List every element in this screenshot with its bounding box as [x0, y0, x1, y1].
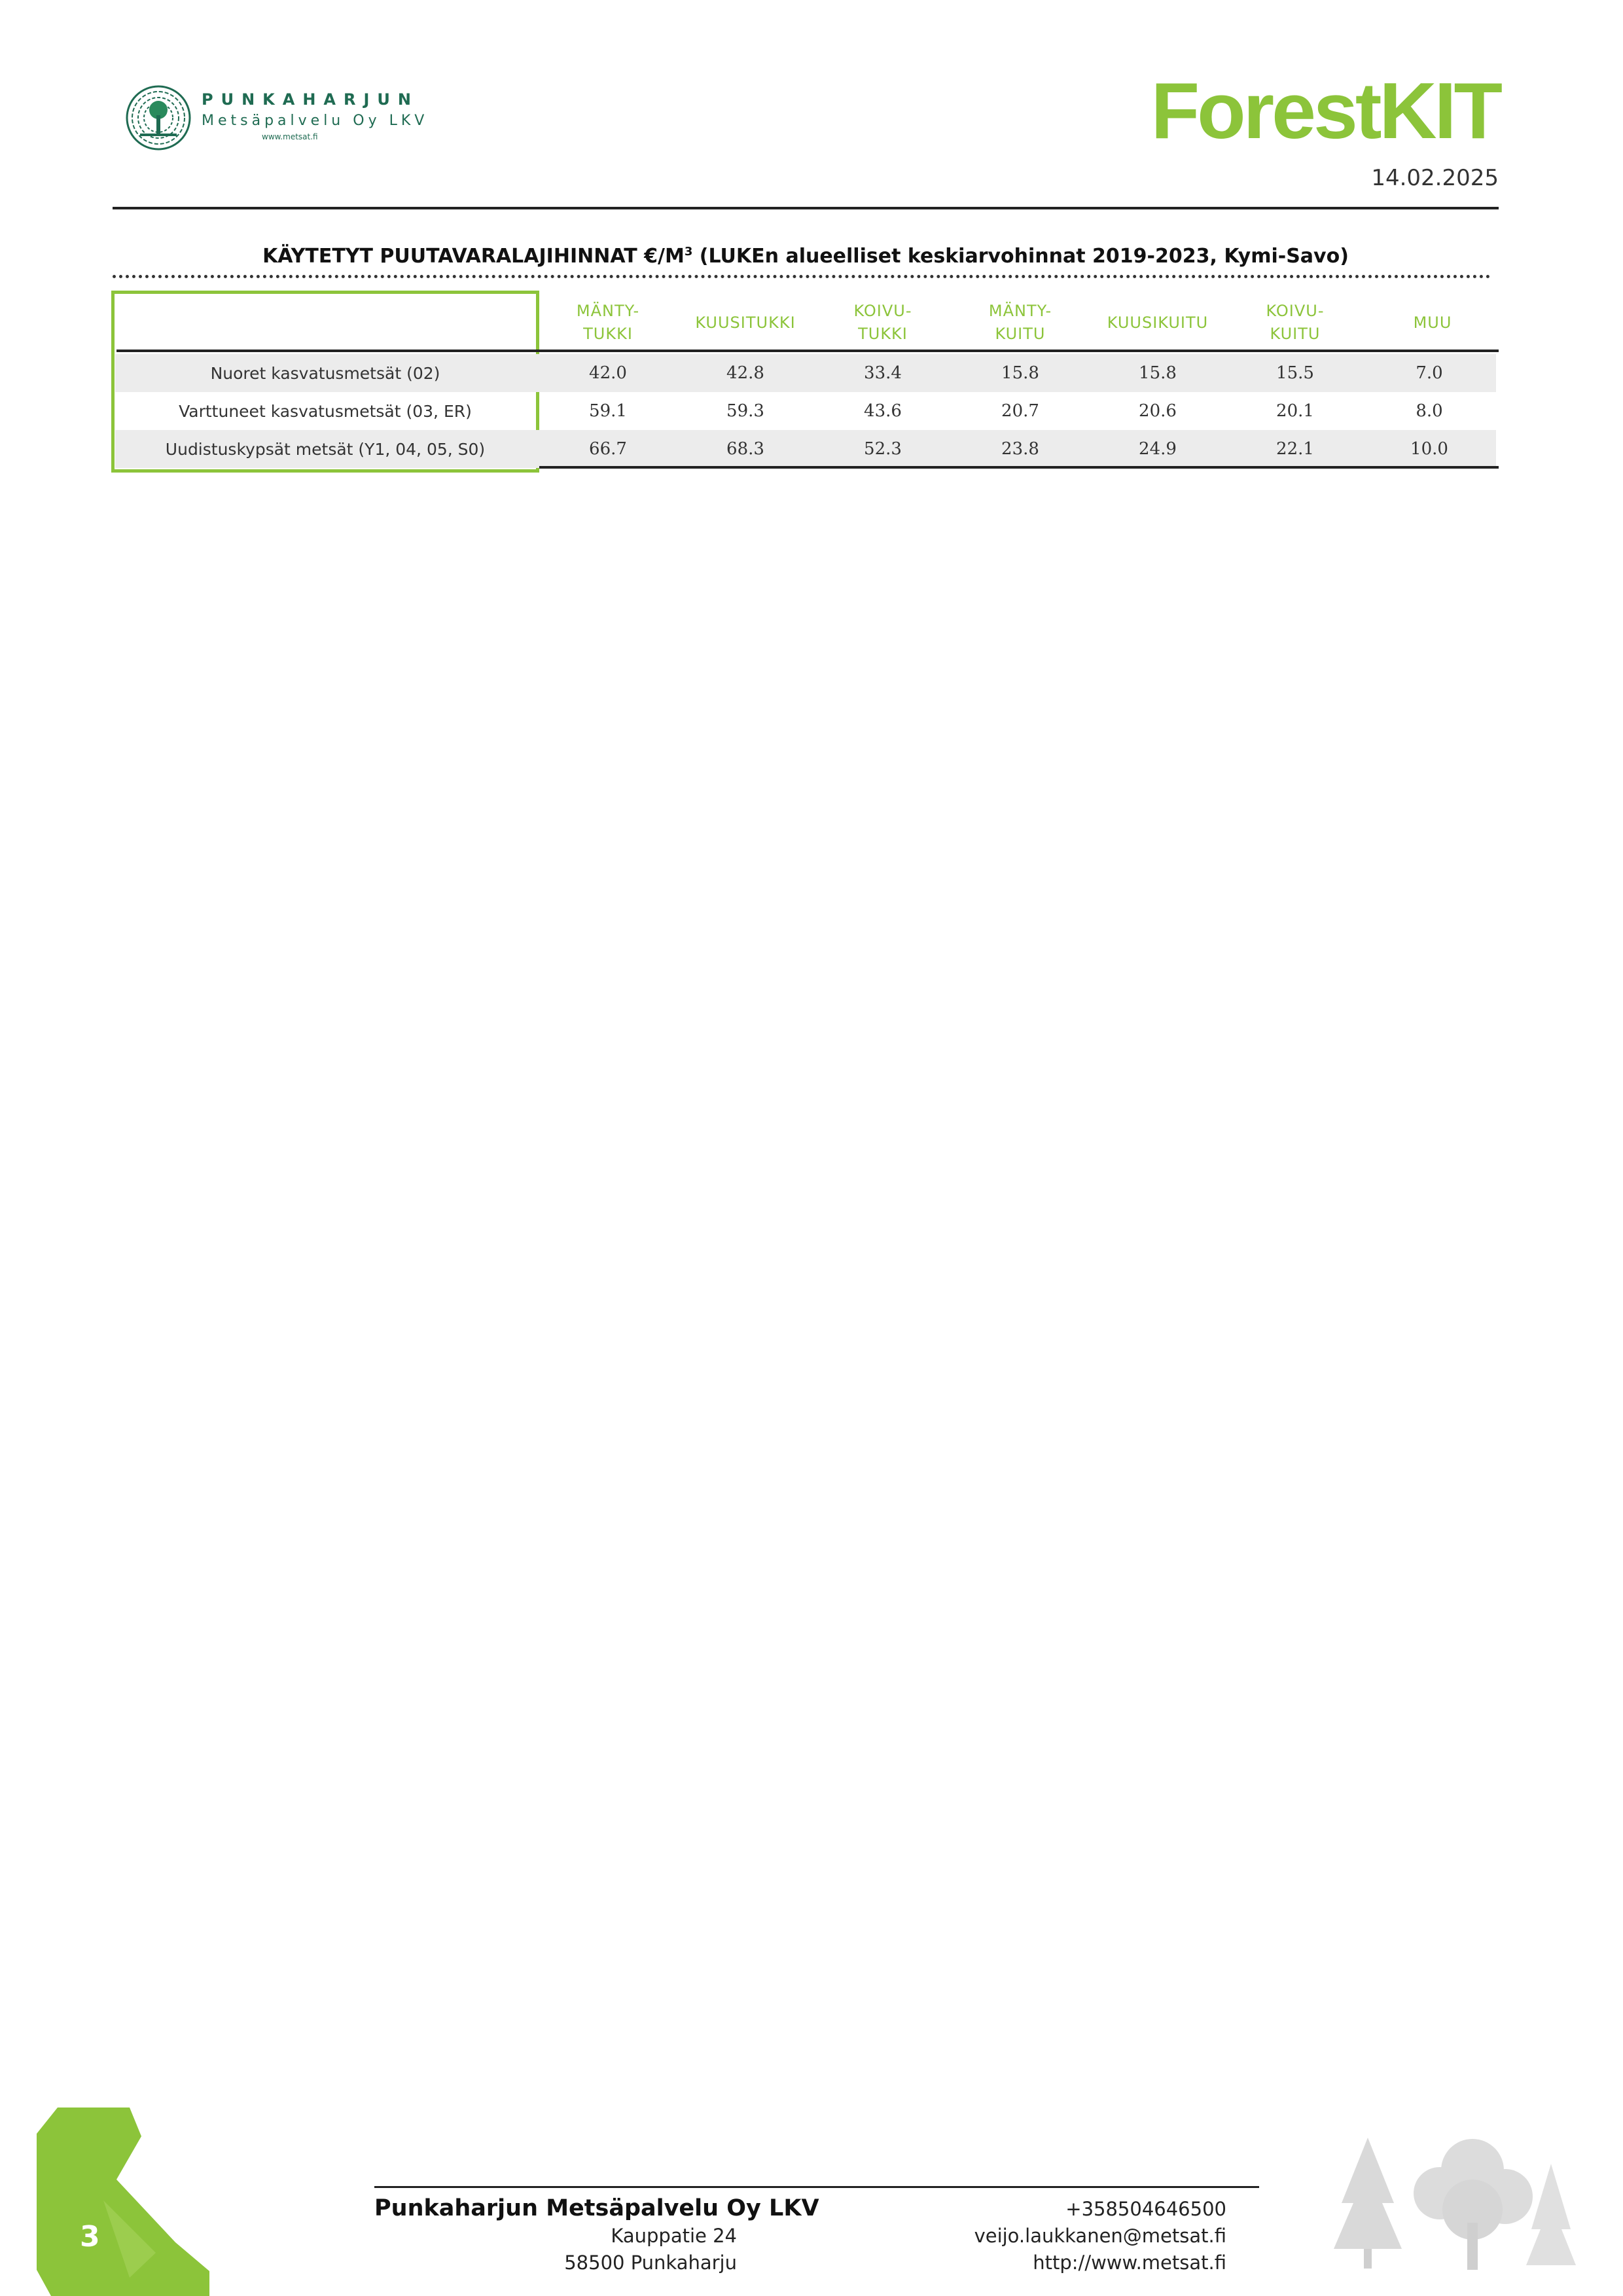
- column-header: MÄNTY- KUITU: [988, 302, 1052, 343]
- table-row: [115, 354, 1496, 392]
- trees-icon: [1322, 2131, 1577, 2275]
- company-logo: [124, 84, 429, 149]
- table-bottom-rule: [539, 466, 1499, 469]
- table-cell: 33.4: [864, 363, 902, 383]
- footer-phone: +358504646500: [1065, 2198, 1226, 2220]
- table-row: [115, 430, 1496, 468]
- table-cell: 15.8: [1001, 363, 1039, 383]
- brand-title: ForestKIT: [1150, 66, 1500, 155]
- table-cell: 20.7: [1001, 401, 1039, 421]
- table-title-rest: (LUKEn alueelliset keskiarvohinnat 2019-2023, Kymi-Savo): [692, 245, 1349, 268]
- table-cell: 42.8: [726, 363, 764, 383]
- page-number: 3: [80, 2220, 100, 2253]
- logo-name: PUNKAHARJUN: [202, 90, 419, 109]
- footer-website: http://www.metsat.fi: [1033, 2251, 1226, 2274]
- table-cell: 42.0: [589, 363, 627, 383]
- footer-email: veijo.laukkanen@metsat.fi: [974, 2225, 1226, 2247]
- table-row: [115, 392, 1496, 430]
- column-header: KUUSIKUITU: [1107, 313, 1209, 332]
- column-header: KOIVU- TUKKI: [853, 302, 912, 343]
- header-divider: [113, 207, 1499, 209]
- column-header: MUU: [1413, 313, 1452, 332]
- table-cell: 15.8: [1139, 363, 1177, 383]
- table-cell: 68.3: [726, 439, 764, 459]
- table-title-main: KÄYTETYT PUUTAVARALAJIHINNAT €/M: [262, 245, 685, 268]
- table-cell: 52.3: [864, 439, 902, 459]
- column-header: KOIVU- KUITU: [1266, 302, 1325, 343]
- column-header: KUUSITUKKI: [695, 313, 796, 332]
- table-cell: 23.8: [1001, 439, 1039, 459]
- table-title-superscript: 3: [684, 245, 693, 259]
- tree-logo-icon: [124, 84, 192, 152]
- table-cell: 22.1: [1276, 439, 1314, 459]
- dotted-divider: [113, 275, 1491, 278]
- table-cell: 66.7: [589, 439, 627, 459]
- footer-divider: [374, 2186, 1259, 2188]
- column-header: MÄNTY- TUKKI: [576, 302, 640, 343]
- footer-street: Kauppatie 24: [611, 2225, 737, 2247]
- header-rule: [116, 350, 1499, 352]
- table-cell: 59.3: [726, 401, 764, 421]
- document-date: 14.02.2025: [1371, 165, 1499, 191]
- table-cell: 20.6: [1139, 401, 1177, 421]
- row-label: Varttuneet kasvatusmetsät (03, ER): [179, 401, 472, 421]
- table-cell: 8.0: [1416, 401, 1443, 421]
- row-label: Uudistuskypsät metsät (Y1, 04, 05, S0): [165, 439, 486, 459]
- page-badge-icon: [31, 2102, 221, 2296]
- table-cell: 7.0: [1416, 363, 1443, 383]
- logo-subtitle: Metsäpalvelu Oy LKV: [202, 113, 429, 129]
- table-cell: 24.9: [1139, 439, 1177, 459]
- logo-website: www.metsat.fi: [262, 132, 318, 141]
- table-title: [113, 245, 1499, 268]
- table-cell: 43.6: [864, 401, 902, 421]
- table-cell: 20.1: [1276, 401, 1314, 421]
- table-cell: 15.5: [1276, 363, 1314, 383]
- table-cell: 10.0: [1410, 439, 1448, 459]
- table-cell: 59.1: [589, 401, 627, 421]
- footer-city: 58500 Punkaharju: [564, 2251, 737, 2274]
- row-label: Nuoret kasvatusmetsät (02): [210, 363, 440, 383]
- footer-company: Punkaharjun Metsäpalvelu Oy LKV: [374, 2195, 819, 2221]
